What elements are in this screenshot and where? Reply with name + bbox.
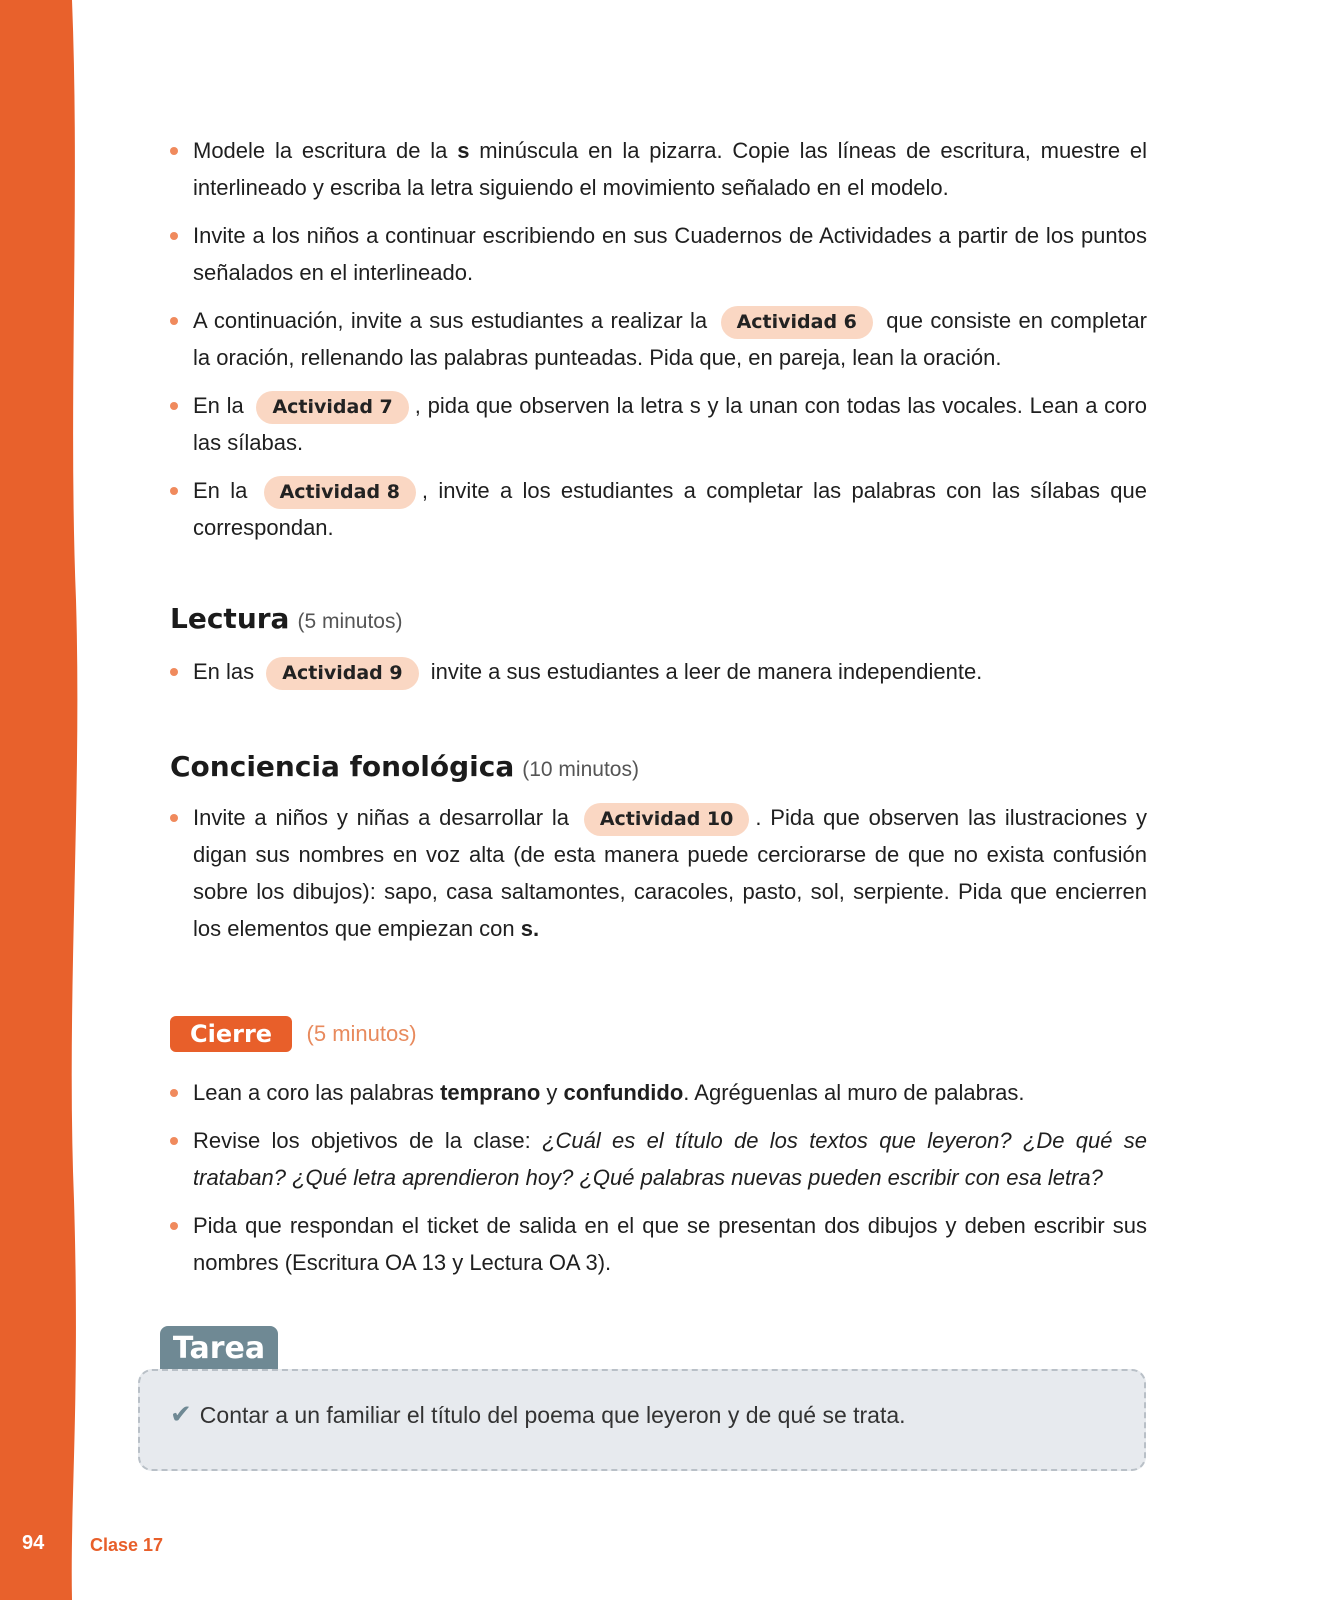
- activity-badge: Actividad 7: [256, 391, 408, 424]
- text-segment: En la: [193, 393, 251, 418]
- cierre-list: [170, 1074, 1147, 1281]
- list-item: [170, 132, 1147, 206]
- text-segment: Lean a coro las palabras: [193, 1080, 441, 1105]
- italic-text: ¿Cuál es el título de los textos que leyeron? ¿De qué se trataban? ¿Qué letra aprendieron hoy? ¿Qué palabras nuevas pueden escribir con esa letra?: [193, 1128, 1147, 1190]
- text-segment: que consiste en completar la oración, rellenando las palabras punteadas. Pida que, en pareja, lean la oración.: [193, 308, 1147, 370]
- cierre-header: [170, 1016, 1147, 1052]
- list-item: [170, 799, 1147, 947]
- cierre-section: [170, 1016, 1147, 1292]
- list-item: [170, 653, 1147, 690]
- list-item: [170, 217, 1147, 291]
- text-segment: Revise los objetivos de la clase:: [193, 1128, 543, 1153]
- tarea-box: [138, 1369, 1146, 1471]
- text-segment: minúscula en la pizarra. Copie las líneas de escritura, muestre el interlineado y escriba la letra siguiendo el movimiento señalado en el modelo.: [193, 138, 1148, 200]
- bold-text: temprano: [440, 1080, 541, 1105]
- text-segment: Invite a los niños a continuar escribiendo en sus Cuadernos de Actividades a partir de los puntos señalados en el interlineado.: [193, 223, 1147, 285]
- writing-list: [170, 132, 1147, 546]
- list-item: [170, 1074, 1147, 1111]
- text-segment: , pida que observen la letra s y la unan con todas las vocales. Lean a coro las sílabas.: [193, 393, 1147, 455]
- conciencia-minutes: (10 minutos): [522, 758, 639, 781]
- conciencia-heading: Conciencia fonológica (10 minutos): [170, 750, 639, 783]
- page-number: 94: [22, 1532, 45, 1554]
- conciencia-section: [170, 750, 1147, 958]
- cierre-badge: Cierre: [170, 1016, 292, 1052]
- conciencia-list: [170, 799, 1147, 947]
- orange-side-strip: [0, 0, 78, 1600]
- list-item: [170, 302, 1147, 376]
- tarea-text: Contar a un familiar el título del poema que leyeron y de qué se trata.: [199, 1402, 906, 1428]
- text-segment: Invite a niños y niñas a desarrollar la: [193, 805, 578, 830]
- text-segment: En la: [193, 478, 258, 503]
- activity-badge: Actividad 6: [721, 306, 873, 339]
- list-item: [170, 387, 1147, 461]
- bold-text: confundido: [563, 1080, 684, 1105]
- list-item: [170, 1207, 1147, 1281]
- tarea-item: [170, 1399, 906, 1430]
- lectura-section: [170, 602, 1147, 701]
- list-item: [170, 1122, 1147, 1196]
- lectura-heading: Lectura (5 minutos): [170, 602, 403, 635]
- bold-text: s: [457, 138, 470, 163]
- class-label: Clase 17: [90, 1535, 164, 1555]
- text-segment: y: [540, 1080, 564, 1105]
- activity-badge: Actividad 9: [266, 657, 418, 690]
- tarea-tab: Tarea: [160, 1326, 278, 1370]
- text-segment: . Pida que observen las ilustraciones y digan sus nombres en voz alta (de esta manera puede cerciorarse de que no exista confusión sobre los dibujos): sapo, casa saltamontes, caracoles, pasto, sol, serpiente. Pida que encierren los elementos que empiezan con: [193, 805, 1147, 941]
- bold-text: s.: [520, 916, 540, 941]
- text-segment: En las: [193, 659, 261, 684]
- text-segment: . Agréguenlas al muro de palabras.: [683, 1080, 1025, 1105]
- text-segment: Modele la escritura de la: [193, 138, 458, 163]
- lectura-list: [170, 653, 1147, 690]
- activity-badge: Actividad 10: [584, 803, 750, 836]
- writing-section: [170, 132, 1147, 557]
- cierre-minutes: (5 minutos): [306, 1021, 417, 1046]
- activity-badge: Actividad 8: [264, 476, 416, 509]
- text-segment: A continuación, invite a sus estudiantes a realizar la: [193, 308, 715, 333]
- lectura-minutes: (5 minutos): [297, 610, 403, 633]
- text-segment: Pida que respondan el ticket de salida en el que se presentan dos dibujos y deben escribir sus nombres (Escritura OA 13 y Lectura OA 3).: [193, 1213, 1147, 1275]
- list-item: [170, 472, 1147, 546]
- check-mark-icon: ✔: [170, 1399, 192, 1429]
- text-segment: , invite a los estudiantes a completar las palabras con las sílabas que correspondan.: [193, 478, 1147, 540]
- text-segment: invite a sus estudiantes a leer de manera independiente.: [424, 659, 983, 684]
